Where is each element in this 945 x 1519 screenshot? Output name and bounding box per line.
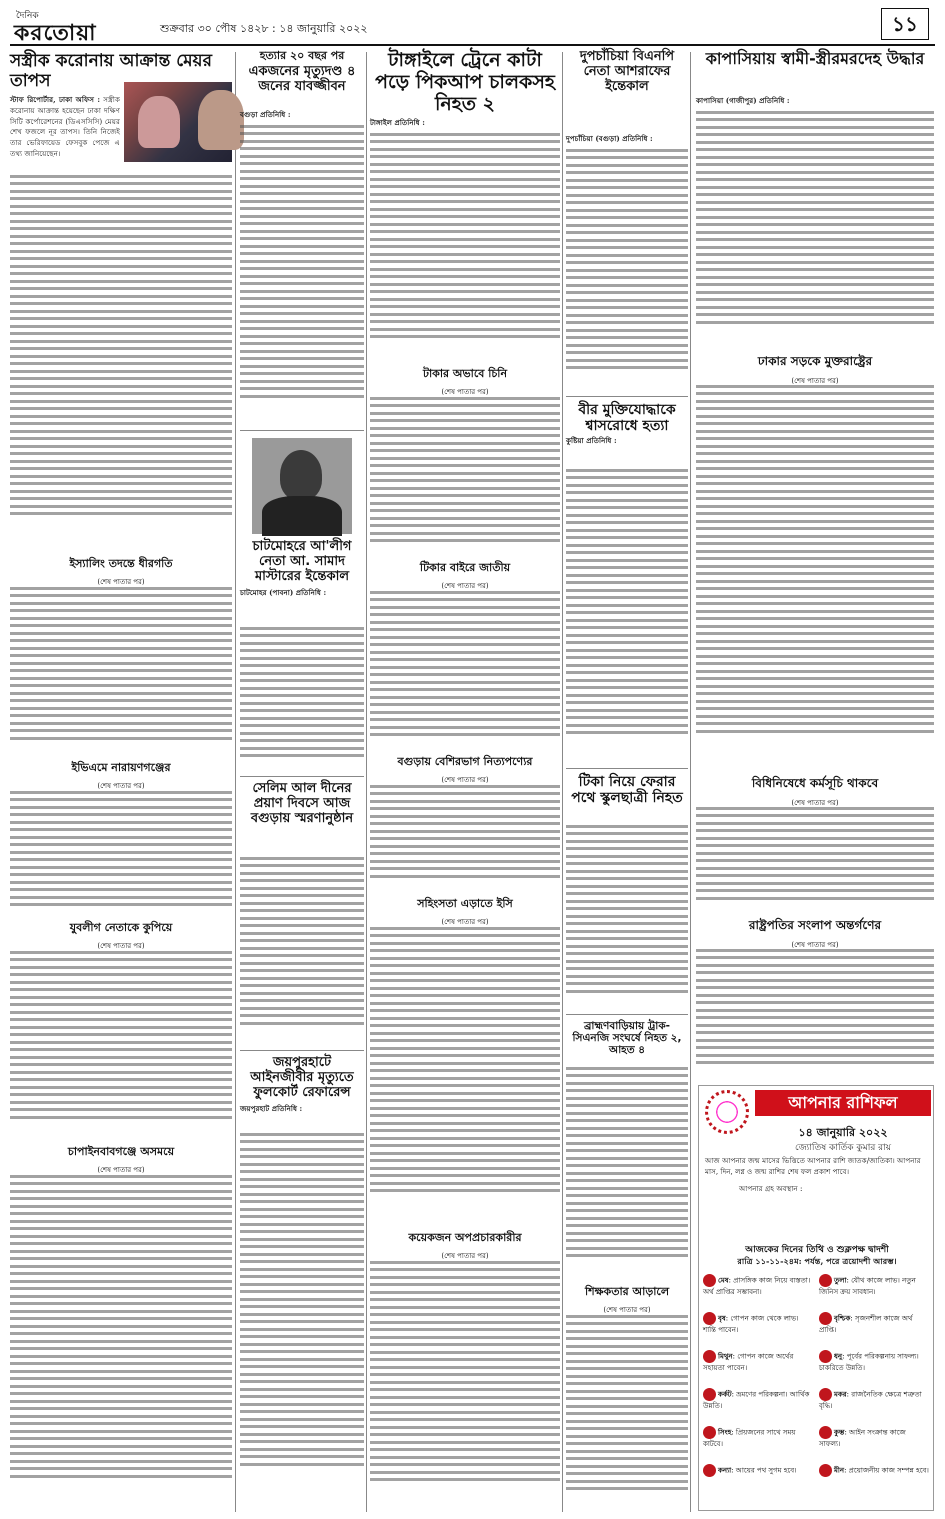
day-tithi-title: আজকের দিনের তিথি ও শুক্লপক্ষ দ্বাদশী [745, 1245, 889, 1255]
sagittarius-icon [819, 1350, 832, 1363]
article-heading-block [240, 1056, 364, 1126]
continuation-note: (শেষ পাতার পর) [441, 918, 489, 926]
subhead: সহিংসতা এড়াতে ইসি [417, 897, 513, 910]
article-byline: জয়পুরহাট প্রতিনিধি : [240, 1103, 303, 1113]
sign-name: কুম্ভ [834, 1427, 845, 1437]
subhead: ইস্যালিং তদন্তে ধীরগতি [69, 557, 173, 570]
article-heading-block [566, 774, 688, 818]
subhead-block [566, 1280, 688, 1314]
article-body [696, 106, 934, 346]
article-body [566, 464, 688, 764]
article-body [10, 170, 232, 550]
article-body [370, 128, 560, 358]
article-headline: সেলিম আল দীনের প্রয়াণ দিবসে আজ বগুড়ায় স্মরণানুষ্ঠান [250, 781, 354, 826]
obituary-heading-block [240, 540, 364, 620]
article-body [566, 1062, 688, 1276]
continuation-note: (শেষ পাতার পর) [97, 782, 145, 790]
article-byline: কুষ্টিয়া প্রতিনিধি : [566, 436, 617, 446]
article-lead-text: সস্ত্রীক করোনায় আক্রান্ত হয়েছেন ঢাকা দক্ষিণ সিটি কর্পোরেশনের (ডিএসসিসি) মেয়র শেখ ফজলে নূর তাপস। তিনি নিজেই তার ভেরিফায়েড ফেসবুক পেজে এ তথ্য জানিয়েছেন। [10, 95, 120, 159]
subhead-block [696, 350, 934, 385]
article-headline: ব্রাহ্মণবাড়িয়ায় ট্রাক-সিএনজি সংঘর্ষে নিহত ২, আহত ৪ [572, 1020, 682, 1057]
subhead-block [10, 756, 232, 790]
article-headline: জয়পুরহাটে আইনজীবীর মৃত্যুতে ফুলকোর্ট রেফারেন্স [250, 1055, 354, 1100]
subhead: শিক্ষকতার আড়ালে [584, 1285, 670, 1298]
section-rule [240, 776, 364, 777]
article-headline: দুপচাঁচিয়া বিএনপি নেতা আশরাফের ইন্তেকাল [579, 49, 675, 94]
obituary-byline: চাটমোহর (পাবনা) প্রতিনিধি : [240, 587, 327, 597]
scorpio-icon [819, 1312, 832, 1325]
continuation-note: (শেষ পাতার পর) [441, 1252, 489, 1260]
article-headline: বীর মুক্তিযোদ্ধাকে শ্বাসরোধে হত্যা [578, 402, 676, 435]
column-rule [562, 52, 563, 1512]
subhead: কয়েকজন অপপ্রচারকারীর [408, 1231, 522, 1244]
article-body [10, 946, 232, 1136]
day-tithi-detail: রাত্রি ১১-১১-২৪ম: পর্যন্ত, পরে ত্রয়োদশী আরম্ভ। [737, 1256, 897, 1266]
article-body [10, 786, 232, 912]
subhead: যুবলীগ নেতাকে কুপিয়ে [69, 921, 173, 934]
leo-icon [703, 1426, 716, 1439]
subhead-block [370, 750, 560, 784]
sign-name: মিথুন [718, 1351, 733, 1361]
sign-text: আইন সংক্রান্ত কাজে সাফল্য। [819, 1428, 906, 1448]
continuation-note: (শেষ পাতার পর) [97, 1166, 145, 1174]
zodiac-wheel-icon [705, 1090, 749, 1134]
horoscope-intro: আজ আপনার জন্ম মাসের ভিত্তিতে আপনার রাশি জাতক/জাতিকা। আপনার মাস, দিন, লগ্ন ও জন্ম রাশির শেষ ফল প্রকাশ পাবে। [705, 1156, 921, 1176]
article-body [240, 622, 364, 772]
continuation-note: (শেষ পাতার পর) [441, 582, 489, 590]
subhead-block [696, 772, 934, 807]
page-number: ১১ [881, 8, 929, 40]
column-rule [366, 52, 367, 1512]
capricorn-icon [819, 1388, 832, 1401]
sign-name: সিংহ [718, 1427, 732, 1437]
article-kicker: হত্যার ২০ বছর পর [259, 49, 345, 62]
section-rule [566, 396, 688, 397]
article-headline: সস্ত্রীক করোনায় আক্রান্ত মেয়র তাপস [10, 51, 212, 91]
subhead: বিধিনিষেধে কর্মসূচি থাকবে [751, 776, 879, 790]
sign-text: গোপন কাজ থেকে লাভ। শান্তি পাবেন। [703, 1314, 799, 1334]
article-heading-block [696, 50, 934, 94]
subhead: ঢাকার সড়কে মুক্তরাষ্ট্রের [757, 354, 873, 368]
article-body [240, 120, 364, 425]
section-rule [566, 1014, 688, 1015]
article-body [370, 1256, 560, 1510]
sign-name: মকর [834, 1389, 847, 1399]
subhead: চাপাইনবাবগঞ্জে অসময়ে [67, 1145, 175, 1158]
article-heading-block [566, 50, 688, 134]
pisces-icon [819, 1464, 832, 1477]
article-heading-block [566, 402, 688, 462]
subhead-block [10, 552, 232, 586]
subhead: টিকার বাইরে জাতীয় [419, 561, 511, 574]
article-headline: টিকা নিয়ে ফেরার পথে স্কুলছাত্রী নিহত [571, 774, 683, 807]
sign-text: পূর্বের পরিকল্পনায় সাফল্য। চাকরিতে উন্নতি। [819, 1352, 919, 1372]
article-headline: একজনের মৃত্যুদণ্ড ৪ জনের যাবজ্জীবন [248, 63, 356, 94]
article-lead [10, 95, 120, 160]
libra-icon [819, 1274, 832, 1287]
article-body [240, 852, 364, 1047]
subhead-block [370, 1226, 560, 1260]
article-body [10, 582, 232, 752]
article-byline: স্টাফ রিপোর্টার, ঢাকা অফিস : [10, 95, 101, 105]
gemini-icon [703, 1350, 716, 1363]
aquarius-icon [819, 1426, 832, 1439]
article-byline: টাঙ্গাইল প্রতিনিধি : [370, 118, 425, 127]
sign-text: প্রাসঙ্গিক কাজ নিয়ে ব্যস্ততা। অর্থ প্রাপ্তির সম্ভাবনা। [703, 1276, 811, 1296]
article-heading-block [240, 782, 364, 850]
sign-text: যৌথ কাজে লাভ। নতুন জিনিস ক্রয় সাবধান। [819, 1276, 916, 1296]
subhead-block [10, 916, 232, 950]
aries-icon [703, 1274, 716, 1287]
continuation-note: (শেষ পাতার পর) [791, 377, 839, 385]
zodiac-sign-entry: মিথুন: গোপন কাজে অর্থের সহায়তা পাবেন। [703, 1351, 794, 1372]
article-heading-block [370, 50, 560, 116]
continuation-note: (শেষ পাতার পর) [97, 942, 145, 950]
subhead: ইভিএমে নারায়ণগঞ্জের [71, 761, 171, 774]
sign-text: সৃজনশীল কাজে অর্থ প্রাপ্তি। [819, 1314, 913, 1334]
subhead: রাষ্ট্রপতির সংলাপ অন্তর্গণের [748, 918, 882, 932]
sign-text: আয়ের পথ সুগম হবে। [735, 1466, 797, 1475]
masthead [10, 6, 935, 46]
sign-name: কর্কট [718, 1389, 732, 1399]
article-body [696, 802, 934, 912]
continuation-note: (শেষ পাতার পর) [603, 1306, 651, 1314]
article-body [696, 380, 934, 770]
sign-text: প্রিয়জনের সাথে সময় কাটবে। [703, 1428, 796, 1448]
subhead: টাকার অভাবে চিনি [422, 367, 508, 380]
sign-name: কন্যা [718, 1465, 732, 1475]
column-rule [690, 52, 691, 1512]
zodiac-sign-entry: তুলা: যৌথ কাজে লাভ। নতুন জিনিস ক্রয় সাবধান। [819, 1275, 916, 1296]
continuation-note: (শেষ পাতার পর) [791, 941, 839, 949]
article-headline: কাপাসিয়ায় স্বামী-স্ত্রীরমরদেহ উদ্ধার [705, 49, 925, 68]
subhead-block [370, 892, 560, 926]
sign-name: বৃশ্চিক [834, 1313, 851, 1323]
article-heading-block [566, 1020, 688, 1060]
subhead: বগুড়ায় বেশিরভাগ নিত্যপণ্যের [397, 755, 533, 768]
sign-text: রাজনৈতিক ক্ষেত্রে শত্রুতা বৃদ্ধি। [819, 1390, 922, 1410]
article-byline: দুপচাঁচিয়া (বগুড়া) প্রতিনিধি : [566, 134, 653, 143]
zodiac-sign-entry: কুম্ভ: আইন সংক্রান্ত কাজে সাফল্য। [819, 1427, 906, 1448]
article-body [240, 1128, 364, 1510]
subhead-block [370, 362, 560, 396]
article-body [370, 922, 560, 1222]
sign-text: প্রয়োজনীয় কাজ সম্পন্ন হবে। [848, 1466, 929, 1475]
zodiac-sign-entry: বৃষ: গোপন কাজ থেকে লাভ। শান্তি পাবেন। [703, 1313, 799, 1334]
zodiac-sign-entry: বৃশ্চিক: সৃজনশীল কাজে অর্থ প্রাপ্তি। [819, 1313, 913, 1334]
zodiac-sign-entry: মেষ: প্রাসঙ্গিক কাজ নিয়ে ব্যস্ততা। অর্থ প্রাপ্তির সম্ভাবনা। [703, 1275, 811, 1296]
news-photo [124, 82, 232, 162]
sign-name: ধনু [834, 1351, 843, 1361]
article-body [566, 144, 688, 392]
column-rule [235, 52, 236, 1512]
subhead-block [696, 914, 934, 949]
subhead-block [10, 1140, 232, 1174]
logo-small-text: দৈনিক [16, 11, 39, 21]
zodiac-sign-entry: কন্যা: আয়ের পথ সুগম হবে। [703, 1464, 813, 1477]
article-body [10, 1170, 232, 1510]
planet-positions-heading: আপনার গ্রহ অবস্থান : [739, 1184, 803, 1193]
horoscope-box [698, 1085, 934, 1511]
article-body [370, 586, 560, 746]
article-body [370, 780, 560, 890]
horoscope-date: ১৪ জানুয়ারি ২০২২ [798, 1126, 888, 1139]
zodiac-sign-entry: মীন: প্রয়োজনীয় কাজ সম্পন্ন হবে। [819, 1464, 929, 1477]
article-body [696, 944, 934, 1080]
section-rule [240, 430, 364, 431]
virgo-icon [703, 1464, 716, 1477]
logo-title: করতোয়া [14, 21, 97, 46]
section-rule [566, 768, 688, 769]
zodiac-sign-entry: ধনু: পূর্বের পরিকল্পনায় সাফল্য। চাকরিতে উন্নতি। [819, 1351, 919, 1372]
zodiac-sign-entry: সিংহ: প্রিয়জনের সাথে সময় কাটবে। [703, 1427, 796, 1448]
section-rule [240, 1050, 364, 1051]
sign-name: বৃষ [718, 1313, 726, 1323]
article-body [370, 392, 560, 552]
obituary-photo [252, 438, 352, 534]
taurus-icon [703, 1312, 716, 1325]
newspaper-logo [14, 8, 142, 46]
sign-text: গোপন কাজে অর্থের সহায়তা পাবেন। [703, 1352, 794, 1372]
zodiac-sign-entry: মকর: রাজনৈতিক ক্ষেত্রে শত্রুতা বৃদ্ধি। [819, 1389, 922, 1410]
subhead-block [370, 556, 560, 590]
continuation-note: (শেষ পাতার পর) [791, 799, 839, 807]
sign-name: তুলা [834, 1275, 847, 1285]
article-heading-block [240, 50, 364, 110]
sign-text: ভ্রমণের পরিকল্পনা। আর্থিক উন্নতি। [703, 1390, 810, 1410]
sign-name: মেষ [718, 1275, 729, 1285]
continuation-note: (শেষ পাতার পর) [97, 578, 145, 586]
obituary-headline: চাটমোহরে আ'লীগ নেতা আ. সামাদ মাস্টারের ইন্তেকাল [252, 539, 352, 584]
dateline: শুক্রবার ৩০ পৌষ ১৪২৮ : ১৪ জানুয়ারি ২০২২ [160, 22, 368, 35]
article-body [566, 820, 688, 1012]
horoscope-title: আপনার রাশিফল [755, 1090, 931, 1116]
article-headline: টাঙ্গাইলে ট্রেনে কাটা পড়ে পিকআপ চালকসহ নিহত ২ [375, 49, 555, 115]
article-byline: কাপাসিয়া (গাজীপুর) প্রতিনিধি : [696, 96, 790, 105]
article-byline: বগুড়া প্রতিনিধি : [240, 110, 291, 119]
continuation-note: (শেষ পাতার পর) [441, 776, 489, 784]
zodiac-sign-entry: কর্কট: ভ্রমণের পরিকল্পনা। আর্থিক উন্নতি। [703, 1389, 810, 1410]
cancer-icon [703, 1388, 716, 1401]
continuation-note: (শেষ পাতার পর) [441, 388, 489, 396]
article-body [566, 1310, 688, 1510]
sign-name: মীন [834, 1465, 845, 1475]
horoscope-author: জ্যোতিষ কার্তিক কুমার রায় [794, 1143, 892, 1153]
